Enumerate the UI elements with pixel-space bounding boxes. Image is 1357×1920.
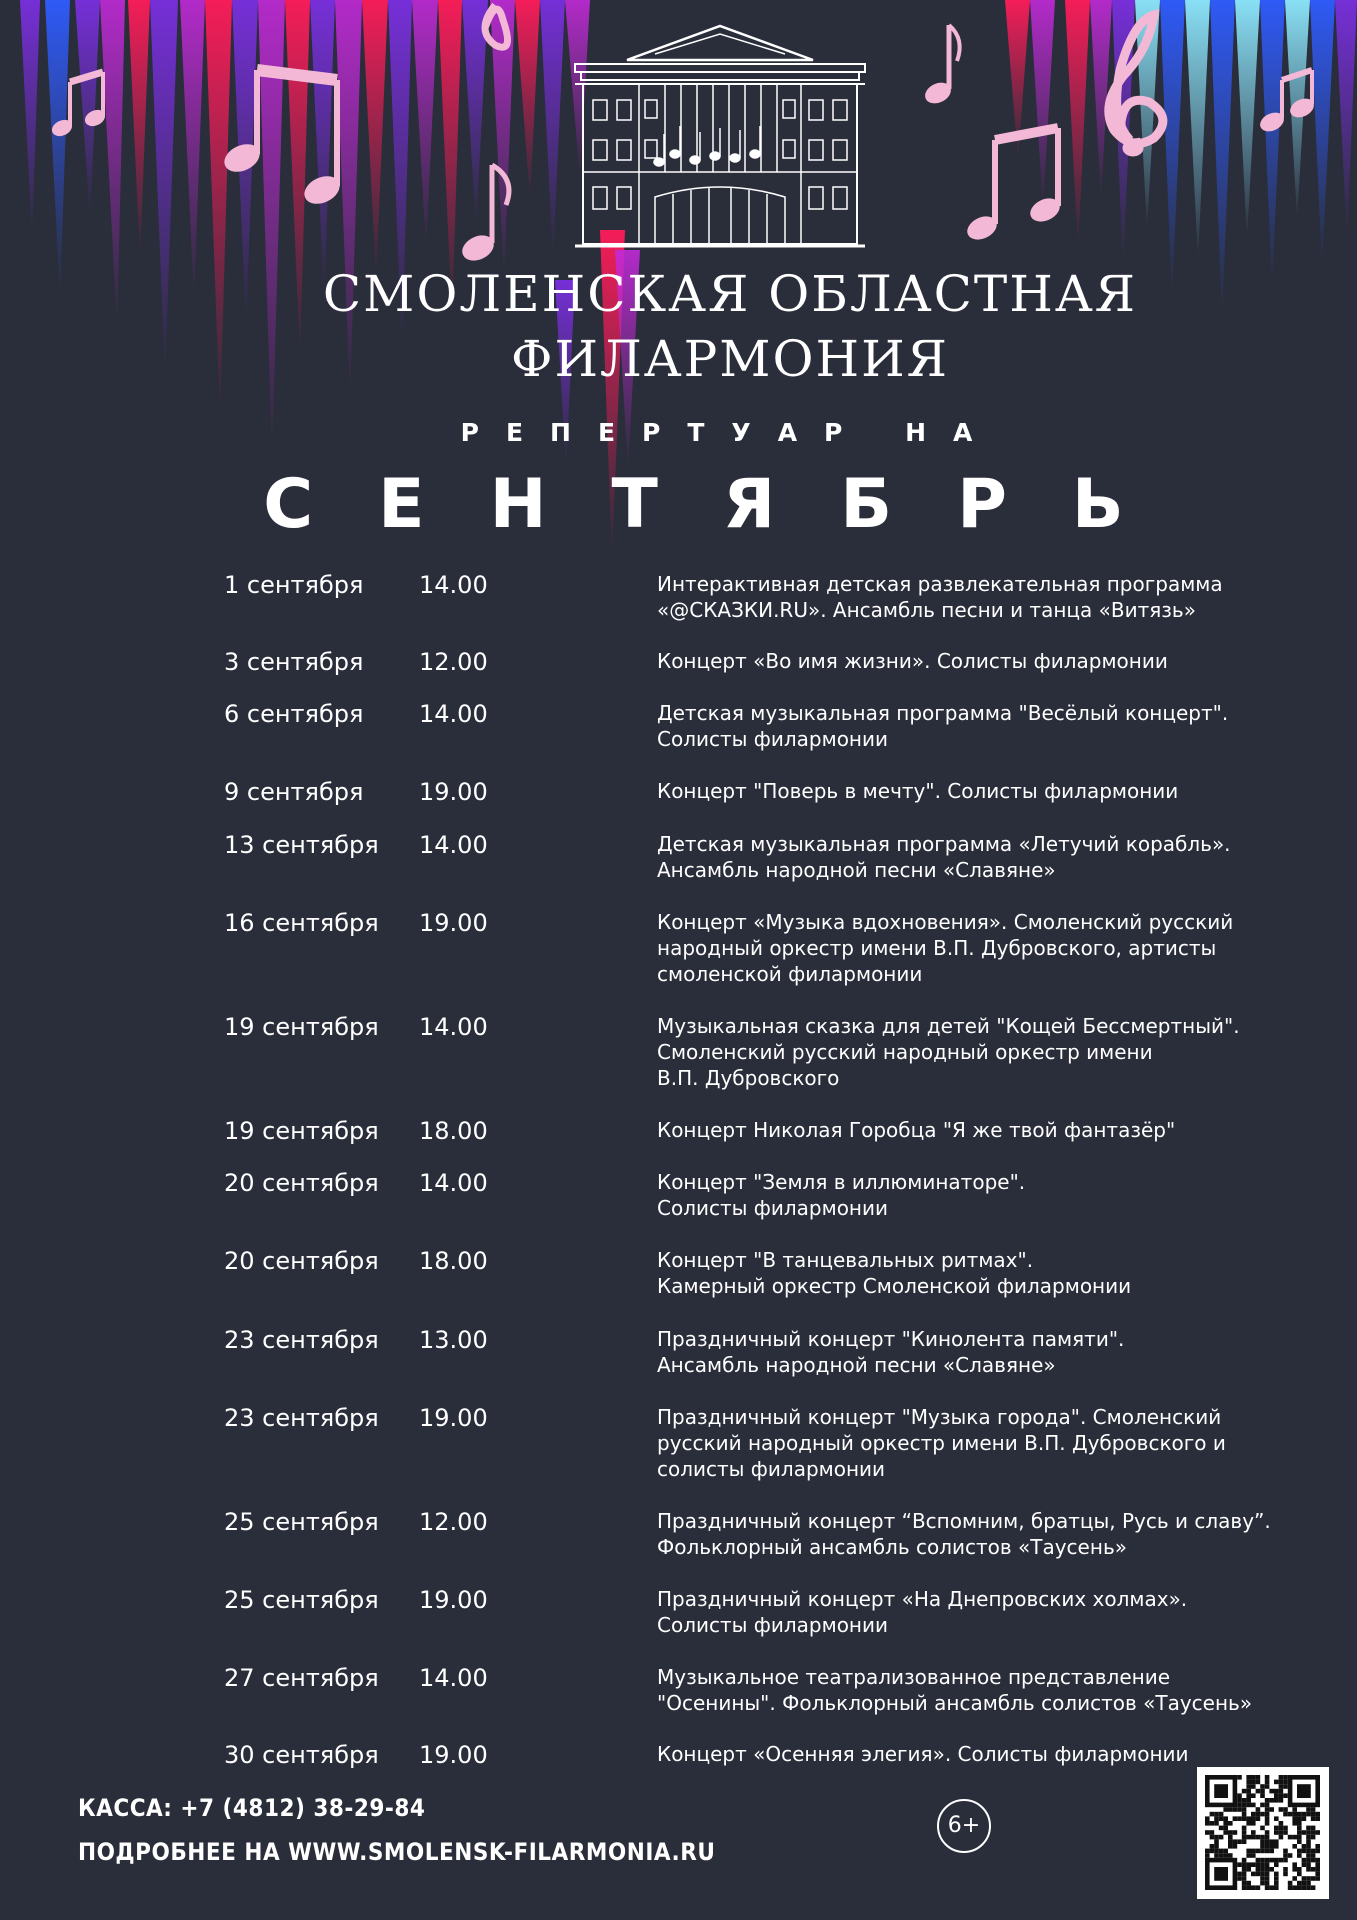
event-date: 30 сентября	[224, 1741, 379, 1769]
schedule-row	[0, 1508, 1357, 1568]
event-time: 19.00	[419, 1404, 488, 1432]
event-description: Праздничный концерт «На Днепровских холмах». Солисты филармонии	[657, 1587, 1188, 1637]
schedule-row	[0, 909, 1357, 986]
subtitle: РЕПЕРТУАР НА	[460, 418, 1000, 447]
music-note-icon	[922, 25, 959, 107]
event-time: 14.00	[419, 571, 488, 599]
event-date: 23 сентября	[224, 1326, 379, 1354]
event-time: 14.00	[419, 1169, 488, 1197]
event-date: 20 сентября	[224, 1247, 379, 1275]
event-date: 19 сентября	[224, 1013, 379, 1041]
event-date: 20 сентября	[224, 1169, 379, 1197]
schedule-row	[0, 1586, 1357, 1646]
event-date: 16 сентября	[224, 909, 379, 937]
event-description: Праздничный концерт "Кинолента памяти". Ансамбль народной песни «Славяне»	[657, 1327, 1125, 1377]
qr-finder-pattern	[1288, 1775, 1320, 1807]
event-time: 19.00	[419, 1741, 488, 1769]
schedule-row	[0, 1404, 1357, 1481]
website-link[interactable]: ПОДРОБНЕЕ НА WWW.SMOLENSK-FILARMONIA.RU	[78, 1838, 716, 1866]
music-note-icon	[964, 128, 1063, 243]
event-date: 6 сентября	[224, 700, 364, 728]
schedule-row	[0, 778, 1357, 838]
event-description: Концерт "В танцевальных ритмах". Камерный оркестр Смоленской филармонии	[657, 1248, 1132, 1298]
schedule-row	[0, 1169, 1357, 1229]
title-line-1: СМОЛЕНСКАЯ ОБЛАСТНАЯ	[322, 265, 1138, 323]
event-date: 27 сентября	[224, 1664, 379, 1692]
schedule-row	[0, 1741, 1357, 1801]
event-description: Концерт «Осенняя элегия». Солисты филармонии	[657, 1742, 1189, 1766]
title-line-2: ФИЛАРМОНИЯ	[510, 330, 950, 388]
event-description: Концерт «Во имя жизни». Солисты филармонии	[657, 649, 1168, 673]
event-time: 18.00	[419, 1247, 488, 1275]
event-description: Детская музыкальная программа "Весёлый концерт". Солисты филармонии	[657, 701, 1229, 751]
event-date: 13 сентября	[224, 831, 379, 859]
event-date: 25 сентября	[224, 1508, 379, 1536]
philharmonic-building-logo	[565, 22, 875, 252]
event-time: 14.00	[419, 831, 488, 859]
month-heading: СЕНТЯБРЬ	[263, 465, 1189, 544]
event-time: 12.00	[419, 648, 488, 676]
schedule-row	[0, 648, 1357, 708]
event-date: 25 сентября	[224, 1586, 379, 1614]
event-time: 12.00	[419, 1508, 488, 1536]
event-description: Детская музыкальная программа «Летучий корабль». Ансамбль народной песни «Славяне»	[657, 832, 1231, 882]
qr-finder-pattern	[1205, 1858, 1237, 1890]
age-rating-badge: 6+	[937, 1799, 991, 1853]
schedule-row	[0, 1013, 1357, 1090]
schedule-row	[0, 700, 1357, 760]
event-time: 14.00	[419, 1013, 488, 1041]
event-time: 18.00	[419, 1117, 488, 1145]
qr-code[interactable]	[1197, 1767, 1329, 1899]
event-time: 13.00	[419, 1326, 488, 1354]
schedule-row	[0, 1247, 1357, 1307]
schedule-row	[0, 571, 1357, 631]
event-time: 14.00	[419, 1664, 488, 1692]
schedule-row	[0, 1326, 1357, 1386]
qr-finder-pattern	[1205, 1775, 1237, 1807]
event-description: Концерт «Музыка вдохновения». Смоленский русский народный оркестр имени В.П. Дубровского, артисты смоленской филармонии	[657, 910, 1234, 986]
event-description: Интерактивная детская развлекательная программа «@СКАЗКИ.RU». Ансамбль песни и танца «Витязь»	[657, 572, 1223, 622]
event-description: Концерт "Поверь в мечту". Солисты филармонии	[657, 779, 1179, 803]
event-date: 1 сентября	[224, 571, 364, 599]
schedule-row	[0, 831, 1357, 891]
event-description: Концерт Николая Горобца "Я же твой фантазёр"	[657, 1118, 1176, 1142]
event-description: Музыкальная сказка для детей "Кощей Бессмертный". Смоленский русский народный оркестр имени В.П. Дубровского	[657, 1014, 1240, 1090]
schedule-row	[0, 1664, 1357, 1724]
event-description: Праздничный концерт "Музыка города". Смоленский русский народный оркестр имени В.П. Дубровского и солисты филармонии	[657, 1405, 1226, 1481]
event-date: 19 сентября	[224, 1117, 379, 1145]
event-time: 19.00	[419, 1586, 488, 1614]
event-date: 9 сентября	[224, 778, 364, 806]
event-date: 23 сентября	[224, 1404, 379, 1432]
event-description: Праздничный концерт “Вспомним, братцы, Русь и славу”. Фольклорный ансамбль солистов «Таусень»	[657, 1509, 1271, 1559]
event-time: 19.00	[419, 909, 488, 937]
event-time: 14.00	[419, 700, 488, 728]
event-description: Концерт "Земля в иллюминаторе". Солисты филармонии	[657, 1170, 1026, 1220]
event-time: 19.00	[419, 778, 488, 806]
event-date: 3 сентября	[224, 648, 364, 676]
box-office-phone: КАССА: +7 (4812) 38-29-84	[78, 1794, 426, 1822]
schedule-row	[0, 1117, 1357, 1177]
event-description: Музыкальное театрализованное представление "Осенины". Фольклорный ансамбль солистов «Таусень»	[657, 1665, 1253, 1715]
